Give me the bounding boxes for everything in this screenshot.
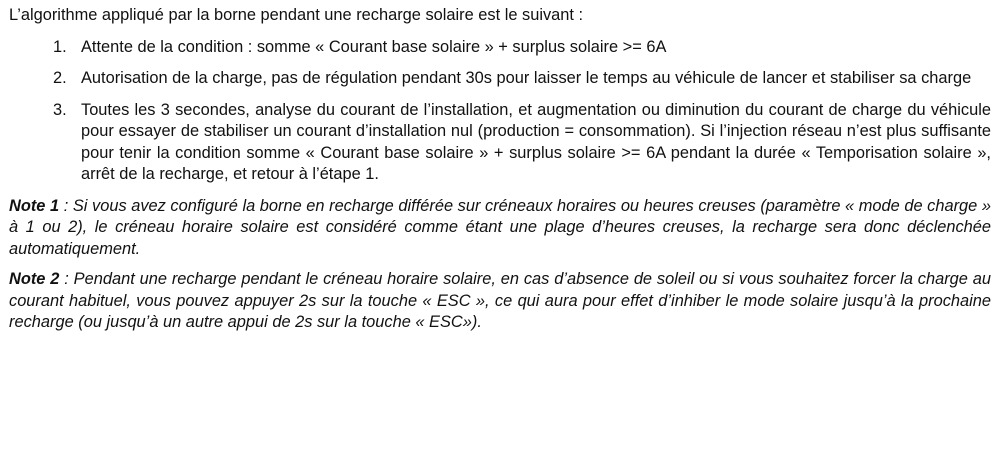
note-1 <box>9 196 991 261</box>
note-text: : Pendant une recharge pendant le créneau horaire solaire, en cas d’absence de soleil ou si vous souhaitez forcer la charge au courant habituel, vous pouvez appuyer 2s sur la touche « ESC », ce qui aura pour effet d’inhiber le mode solaire jusqu’à la prochaine recharge (ou jusqu’à un autre appui de 2s sur la touche « ESC»). <box>9 270 992 331</box>
note-text: : Si vous avez configuré la borne en recharge différée sur créneaux horaires ou heures creuses (paramètre « mode de charge » à 1 ou 2), le créneau horaire solaire est considéré comme étant une plage d’heures creuses, la recharge sera donc déclenchée automatiquement. <box>9 196 991 258</box>
note-label: Note 2 <box>9 270 60 288</box>
list-item <box>9 37 991 59</box>
step-number: 2. <box>53 69 67 87</box>
step-number: 1. <box>53 37 67 56</box>
note-label: Note 1 <box>9 196 60 215</box>
note-2 <box>9 269 991 334</box>
step-text: Autorisation de la charge, pas de régulation pendant 30s pour laisser le temps au véhicule de lancer et stabiliser sa charge <box>81 69 972 87</box>
intro-paragraph: L’algorithme appliqué par la borne pendant une recharge solaire est le suivant : <box>9 6 584 24</box>
list-item <box>9 100 991 186</box>
list-item <box>9 68 991 90</box>
steps-list <box>9 37 991 186</box>
step-number: 3. <box>53 100 67 119</box>
step-text: Attente de la condition : somme « Courant base solaire » + surplus solaire >= 6A <box>81 37 667 56</box>
step-text: Toutes les 3 secondes, analyse du courant de l’installation, et augmentation ou diminution du courant de charge du véhicule pour essayer de stabiliser un courant d’installation nul (production = consommation). Si l’injection réseau n’est plus suffisante pour tenir la condition somme « Courant base solaire » + surplus solaire >= 6A pendant la durée « Temporisation solaire », arrêt de la recharge, et retour à l’étape 1. <box>81 100 991 183</box>
